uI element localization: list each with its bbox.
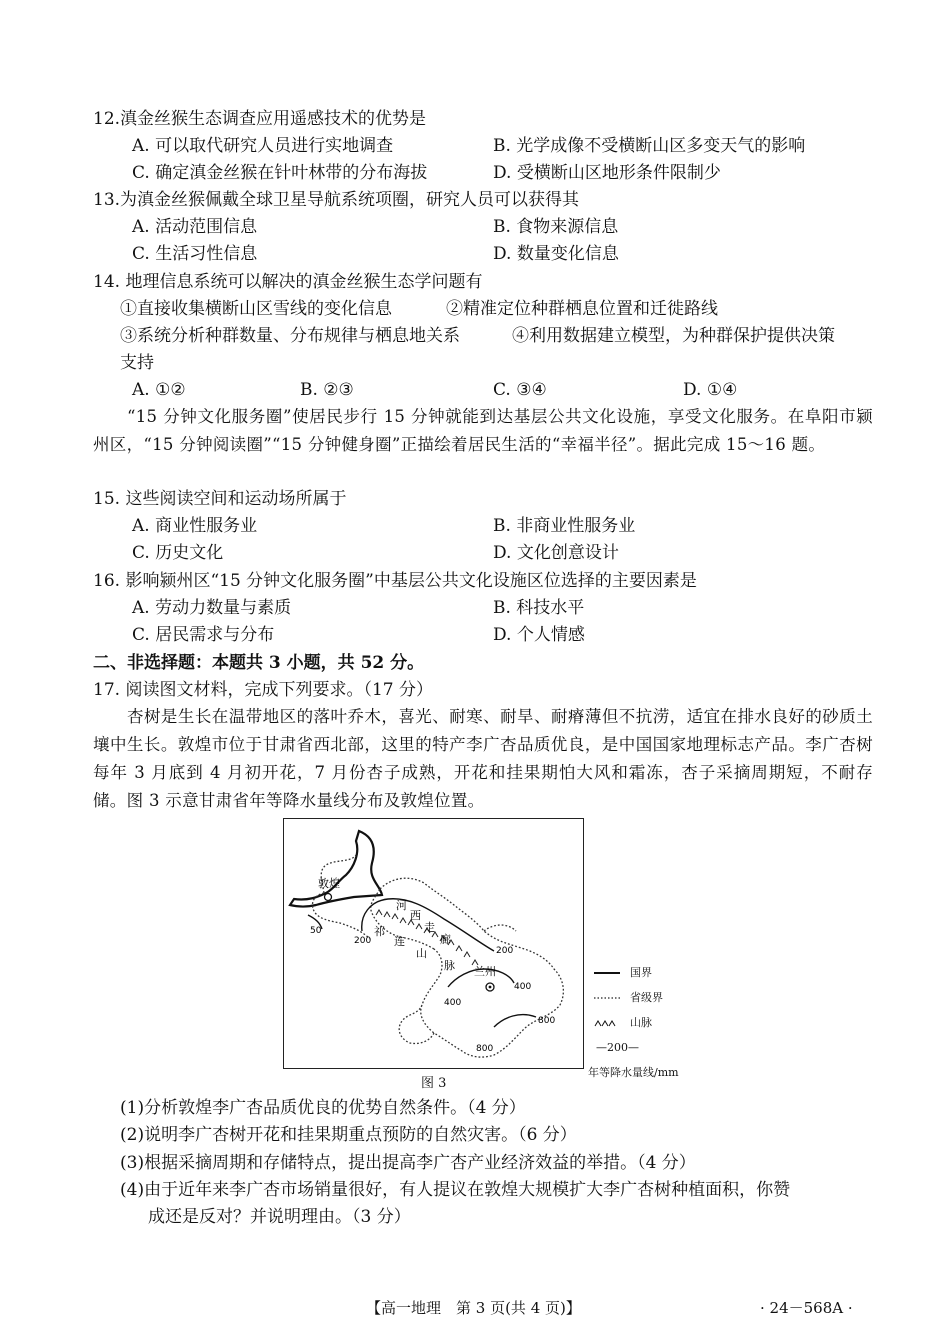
q14-option-a: A. ①② — [132, 380, 186, 400]
national-border — [290, 831, 382, 907]
map-legend — [588, 960, 679, 1085]
q12-option-b: B. 光学成像不受横断山区多变天气的影响 — [493, 136, 806, 156]
dunhuang-marker — [325, 894, 332, 901]
q12-stem: 12.滇金丝猴生态调查应用遥感技术的优势是 — [93, 109, 427, 129]
q17-material: 杏树是生长在温带地区的落叶乔木，喜光、耐寒、耐旱、耐瘠薄但不抗涝，适宜在排水良好的砂质土壤中生长。敦煌市位于甘肃省西北部，这里的特产李广杏品质优良，是中国国家地理标志产品。李广杏树每年 3 月底到 4 月初开花，7 月份杏子成熟，开花和挂果期怕大风和霜冻，杏子采摘周期短，不耐存储。图 3 示意甘肃省年等降水量线分布及敦煌位置。 — [93, 707, 873, 810]
q17-part-4-cont: 成还是反对？并说明理由。（3 分） — [148, 1207, 411, 1227]
q14-option-d: D. ①④ — [683, 380, 738, 400]
isoline-label-800b: 800 — [476, 1044, 494, 1054]
q17-part-2: (2)说明李广杏树开花和挂果期重点预防的自然灾害。（6 分） — [120, 1125, 577, 1145]
province-border — [312, 855, 563, 1057]
label-shan: 山 — [416, 947, 427, 960]
figure-caption: 图 3 — [421, 1076, 447, 1091]
q14-option-b: B. ②③ — [300, 380, 354, 400]
isoline-label-400a: 400 — [444, 998, 462, 1008]
label-mai: 脉 — [444, 959, 455, 972]
gansu-precipitation-map — [283, 818, 584, 1069]
label-lang: 廊 — [440, 933, 451, 946]
isoline-label-200b: 200 — [496, 946, 514, 956]
legend-isoline-sample: —200— — [596, 1041, 639, 1054]
q16-option-c: C. 居民需求与分布 — [132, 625, 275, 645]
legend-province-border — [592, 985, 679, 1010]
q12-option-d: D. 受横断山区地形条件限制少 — [493, 163, 721, 183]
label-he: 河 — [396, 899, 407, 912]
q12-option-a: A. 可以取代研究人员进行实地调查 — [132, 136, 394, 156]
isoline-label-200a: 200 — [354, 936, 372, 946]
section-2-heading: 二、非选择题：本题共 3 小题，共 52 分。 — [93, 653, 425, 673]
q14-statement-2: ②精准定位种群栖息位置和迁徙路线 — [446, 299, 718, 319]
legend-national-border-label: 国界 — [630, 966, 652, 979]
q16-option-d: D. 个人情感 — [493, 625, 585, 645]
q16-stem: 16. 影响颍州区“15 分钟文化服务圈”中基层公共文化设施区位选择的主要因素是 — [93, 571, 697, 591]
map-svg — [284, 819, 582, 1067]
label-zou: 走 — [424, 921, 435, 934]
page-footer: 【高一地理 第 3 页(共 4 页)】 — [366, 1299, 581, 1317]
q12-option-c: C. 确定滇金丝猴在针叶林带的分布海拔 — [132, 163, 428, 183]
q15-stem: 15. 这些阅读空间和运动场所属于 — [93, 489, 347, 509]
q14-statement-4-cont: 支持 — [120, 353, 154, 373]
q13-option-d: D. 数量变化信息 — [493, 244, 619, 264]
q17-part-1: (1)分析敦煌李广杏品质优良的优势自然条件。（4 分） — [120, 1098, 526, 1118]
label-xi: 西 — [410, 909, 421, 922]
q15-option-c: C. 历史文化 — [132, 543, 224, 563]
q14-option-c: C. ③④ — [493, 380, 547, 400]
q13-stem: 13.为滇金丝猴佩戴全球卫星导航系统项圈，研究人员可以获得其 — [93, 190, 580, 210]
legend-province-border-label: 省级界 — [630, 991, 663, 1004]
paper-code: · 24－568A · — [760, 1299, 853, 1317]
q15-option-a: A. 商业性服务业 — [132, 516, 258, 536]
q13-option-a: A. 活动范围信息 — [132, 217, 258, 237]
q17-part-3: (3)根据采摘周期和存储特点，提出提高李广杏产业经济效益的举措。（4 分） — [120, 1153, 696, 1173]
q17-stem: 17. 阅读图文材料，完成下列要求。（17 分） — [93, 680, 433, 700]
legend-isoline-label: 年等降水量线/mm — [588, 1066, 679, 1079]
mountain-symbol-icon — [592, 1018, 626, 1028]
q14-stem: 14. 地理信息系统可以解决的滇金丝猴生态学问题有 — [93, 272, 483, 292]
legend-mountain — [592, 1010, 679, 1035]
intro-paragraph: “15 分钟文化服务圈”使居民步行 15 分钟就能到达基层公共文化设施，享受文化服务。在阜阳市颍州区，“15 分钟阅读圈”“15 分钟健身圈”正描绘着居民生活的“幸福半径”。据此完成 15～16 题。 — [93, 407, 873, 454]
legend-national-border — [592, 960, 679, 985]
q16-option-b: B. 科技水平 — [493, 598, 585, 618]
q15-option-d: D. 文化创意设计 — [493, 543, 619, 563]
q14-statement-3: ③系统分析种群数量、分布规律与栖息地关系 — [120, 326, 460, 346]
q14-statement-1: ①直接收集横断山区雪线的变化信息 — [120, 299, 392, 319]
isoline-label-800a: 800 — [538, 1016, 556, 1026]
qilian-mountain-hatching — [376, 910, 478, 965]
isoline-label-50: 50 — [310, 926, 322, 936]
label-dunhuang: 敦煌 — [318, 877, 340, 890]
q13-option-b: B. 食物来源信息 — [493, 217, 619, 237]
q14-statement-4: ④利用数据建立模型，为种群保护提供决策 — [512, 326, 835, 346]
q17-part-4: (4)由于近年来李广杏市场销量很好，有人提议在敦煌大规模扩大李广杏树种植面积，你赞 — [120, 1180, 791, 1200]
q13-option-c: C. 生活习性信息 — [132, 244, 258, 264]
label-qi: 祁 — [374, 925, 385, 938]
isoline-800 — [494, 1015, 536, 1027]
q15-option-b: B. 非商业性服务业 — [493, 516, 636, 536]
isoline-label-400b: 400 — [514, 982, 532, 992]
legend-mountain-label: 山脉 — [630, 1016, 652, 1029]
label-lian: 连 — [394, 935, 405, 948]
label-lanzhou: 兰州 — [474, 965, 496, 978]
q16-option-a: A. 劳动力数量与素质 — [132, 598, 292, 618]
